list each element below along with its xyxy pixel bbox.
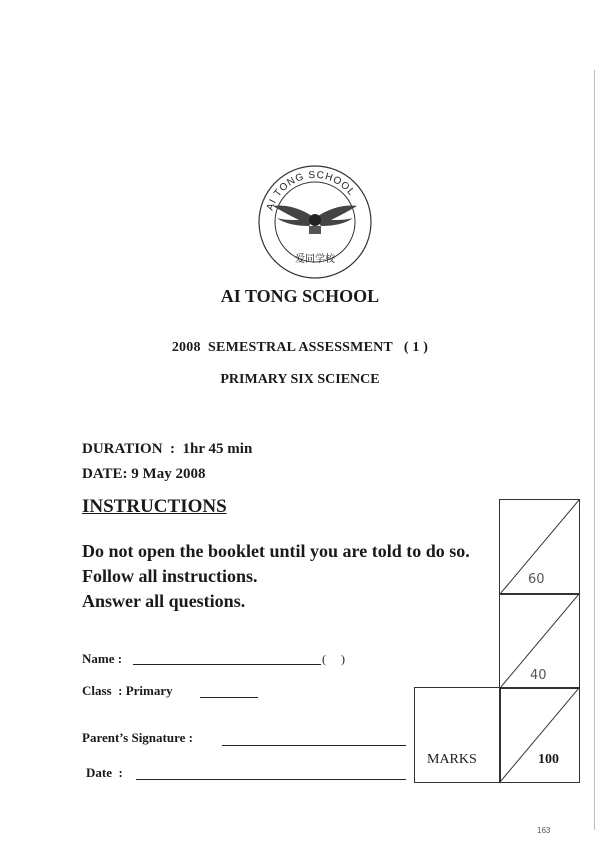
assessment-title: 2008 SEMESTRAL ASSESSMENT ( 1 )	[171, 340, 429, 355]
instructions-heading: INSTRUCTIONS	[82, 496, 227, 517]
parents-signature-line[interactable]	[222, 745, 406, 746]
exam-date-text: DATE: 9 May 2008	[82, 466, 206, 482]
subject-title: PRIMARY SIX SCIENCE	[220, 372, 380, 387]
instruction-item: Follow all instructions.	[82, 566, 258, 586]
crest-arc-text: AI TONG SCHOOL	[264, 169, 358, 213]
register-number-parens: ( )	[322, 652, 345, 666]
school-crest-logo	[251, 160, 379, 280]
marks-label: MARKS	[427, 752, 477, 767]
marks-label-box	[414, 687, 501, 783]
score-1-handwritten: 60	[528, 572, 545, 587]
date-label: Date :	[86, 765, 123, 780]
marks-total: 100	[538, 752, 559, 767]
name-label: Name :	[82, 651, 123, 666]
name-field-line[interactable]	[133, 664, 321, 665]
page-mark: 163	[537, 826, 551, 835]
duration-text: DURATION : 1hr 45 min	[82, 441, 253, 457]
scan-edge-line	[594, 70, 595, 830]
marks-total-box	[499, 687, 580, 783]
crest-chinese-text: 爱同学校	[295, 254, 335, 265]
marks-box-1	[499, 499, 580, 595]
class-label: Class : Primary	[82, 683, 173, 698]
instruction-item: Do not open the booklet until you are told to do so.	[82, 541, 470, 561]
marks-box-2	[499, 593, 580, 689]
score-2-handwritten: 40	[530, 668, 547, 683]
class-field-line[interactable]	[200, 697, 258, 698]
school-name: AI TONG SCHOOL	[220, 286, 380, 306]
date-field-line[interactable]	[136, 779, 406, 780]
instruction-item: Answer all questions.	[82, 591, 246, 611]
parents-signature-label: Parent’s Signature :	[82, 730, 193, 745]
